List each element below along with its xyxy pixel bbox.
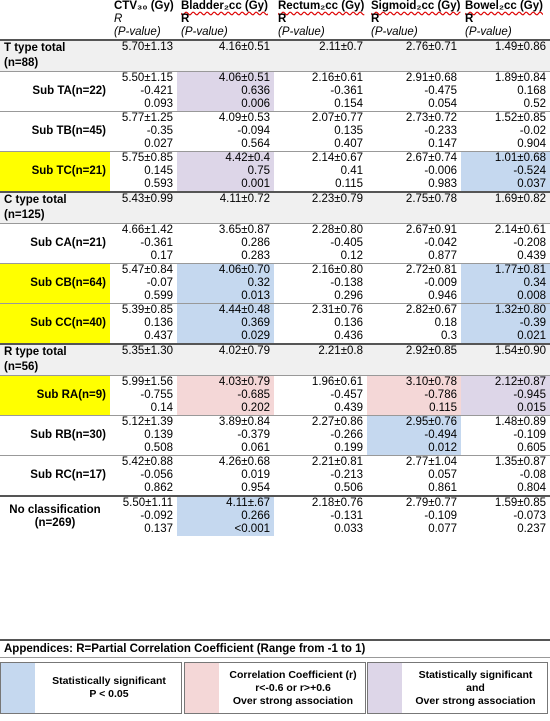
value-cell: 0.508: [144, 442, 173, 454]
value-cell: 4.09±0.53: [177, 112, 274, 126]
value-cell: 0.904: [517, 138, 546, 150]
value-cell: 0.439: [517, 250, 546, 262]
value-cell: 4.42±0.4: [177, 152, 274, 166]
value-cell: 0.52: [523, 98, 546, 110]
value-cell: 0.006: [177, 98, 274, 112]
value-cell: 0.946: [428, 290, 457, 302]
value-cell: 0.266: [177, 510, 274, 523]
value-cell: -0.361: [330, 85, 363, 97]
value-cell: 0.506: [334, 482, 363, 494]
value-cell: 4.26±0.68: [177, 456, 274, 470]
legend-text: [221, 663, 365, 713]
value-cell: 2.73±0.72: [367, 112, 461, 126]
header-corner: [0, 13, 110, 26]
value-cell: 2.79±0.77: [367, 496, 461, 510]
value-cell: 5.39±0.85: [110, 304, 177, 318]
group-total-row: [0, 40, 550, 56]
appendix-note: Appendices: R=Partial Correlation Coefficient (Range from -1 to 1): [0, 639, 550, 658]
header-corner: [0, 26, 110, 40]
legend-item: [367, 662, 548, 714]
value-cell: -0.755: [140, 389, 173, 401]
value-cell: 0.34: [461, 277, 550, 290]
value-cell: 0.093: [144, 98, 173, 110]
value-cell: 2.21±0.81: [274, 456, 367, 470]
value-cell: 0.3: [441, 330, 457, 342]
header-p-label: (P-value): [278, 26, 325, 38]
header-r-label: R: [371, 13, 380, 25]
value-cell: -0.02: [519, 125, 546, 137]
spacer-cell: [461, 208, 550, 223]
value-cell: 1.48±0.89: [461, 416, 550, 430]
value-cell: -0.006: [424, 165, 457, 177]
value-cell: 2.77±1.04: [367, 456, 461, 470]
header-r-row: [0, 13, 550, 26]
value-cell: <0.001: [177, 523, 274, 536]
legend-line: Over strong association: [415, 694, 536, 707]
mean-value: 2.21±0.8: [274, 344, 367, 360]
group-total-row: [0, 192, 550, 208]
value-cell: 4.06±0.70: [177, 264, 274, 278]
value-cell: 0.001: [177, 178, 274, 192]
value-cell: 5.50±1.15: [110, 72, 177, 86]
spacer-cell: [177, 56, 274, 71]
header-p-label: (P-value): [465, 26, 512, 38]
value-cell: 0.012: [367, 442, 461, 456]
header-p-row: [0, 26, 550, 40]
value-cell: -0.073: [513, 510, 546, 522]
value-cell: 0.019: [241, 469, 270, 481]
sub-mean-row: [0, 304, 550, 318]
value-cell: 0.139: [144, 429, 173, 441]
column-title: Bladder₂cc (Gy): [181, 0, 268, 12]
value-cell: -0.685: [177, 389, 274, 402]
subgroup-label: No classification (n=269): [0, 496, 110, 536]
value-cell: -0.009: [424, 277, 457, 289]
group-label: R type total (n=56): [0, 344, 110, 376]
header-p-label: (P-value): [181, 26, 228, 38]
legend-line: r<-0.6 or r>+0.6: [255, 681, 331, 694]
mean-value: 4.16±0.51: [177, 40, 274, 56]
value-cell: -0.524: [461, 165, 550, 178]
value-cell: 1.59±0.85: [461, 496, 550, 510]
value-cell: -0.208: [513, 237, 546, 249]
no-class-mean-row: [0, 496, 550, 510]
value-cell: 0.168: [517, 85, 546, 97]
subgroup-label: Sub CC(n=40): [0, 304, 110, 345]
value-cell: -0.361: [140, 237, 173, 249]
legend-text: [37, 663, 181, 713]
legend-line: Over strong association: [232, 694, 354, 707]
value-cell: 0.033: [334, 523, 363, 535]
value-cell: 5.42±0.88: [110, 456, 177, 470]
value-cell: 0.154: [334, 98, 363, 110]
value-cell: 3.89±0.84: [177, 416, 274, 430]
subgroup-label: Sub CA(n=21): [0, 224, 110, 264]
column-title: Sigmoid₂cc (Gy): [371, 0, 461, 12]
subgroup-label: Sub RC(n=17): [0, 456, 110, 497]
value-cell: 0.115: [367, 402, 461, 416]
value-cell: 0.021: [461, 330, 550, 344]
value-cell: 2.28±0.80: [274, 224, 367, 238]
spacer-cell: [367, 360, 461, 375]
value-cell: -0.07: [146, 277, 173, 289]
value-cell: 0.147: [428, 138, 457, 150]
column-title: Rectum₂cc (Gy): [278, 0, 365, 12]
header-ctv: [110, 0, 177, 13]
spacer-cell: [177, 208, 274, 223]
spacer-cell: [367, 208, 461, 223]
spacer-cell: [177, 360, 274, 375]
value-cell: 0.237: [517, 523, 546, 535]
header-r-label: R: [465, 13, 474, 25]
value-cell: 2.16±0.61: [274, 72, 367, 86]
value-cell: 0.202: [177, 402, 274, 416]
value-cell: 2.95±0.76: [367, 416, 461, 430]
value-cell: 0.283: [241, 250, 270, 262]
value-cell: 0.14: [150, 402, 173, 414]
value-cell: -0.08: [519, 469, 546, 481]
subgroup-label: Sub TB(n=45): [0, 112, 110, 152]
value-cell: 4.03±0.79: [177, 376, 274, 390]
value-cell: 0.077: [428, 523, 457, 535]
sub-mean-row: [0, 224, 550, 238]
value-cell: -0.945: [461, 389, 550, 402]
legend-line: P < 0.05: [89, 688, 129, 700]
value-cell: -0.109: [513, 429, 546, 441]
spacer-cell: [274, 56, 367, 71]
value-cell: -0.094: [237, 125, 270, 137]
value-cell: -0.405: [330, 237, 363, 249]
value-cell: 0.286: [241, 237, 270, 249]
value-cell: 0.41: [340, 165, 363, 177]
value-cell: 0.877: [428, 250, 457, 262]
mean-value: 2.11±0.7: [274, 40, 367, 56]
spacer-cell: [367, 56, 461, 71]
value-cell: 1.77±0.81: [461, 264, 550, 278]
subgroup-label: Sub TA(n=22): [0, 72, 110, 112]
value-cell: 0.137: [144, 523, 173, 535]
legend-line: Statistically significant: [418, 668, 533, 681]
value-cell: 2.91±0.68: [367, 72, 461, 86]
value-cell: 5.50±1.11: [110, 496, 177, 510]
value-cell: 1.89±0.84: [461, 72, 550, 86]
value-cell: 0.17: [150, 250, 173, 262]
value-cell: 1.96±0.61: [274, 376, 367, 390]
mean-value: 2.76±0.71: [367, 40, 461, 56]
spacer-cell: [110, 56, 177, 71]
mean-value: 4.11±0.72: [177, 192, 274, 208]
value-cell: 2.16±0.80: [274, 264, 367, 278]
header-r-label: R: [114, 13, 123, 25]
column-title: CTV₃₀ (Gy): [114, 0, 174, 12]
sub-mean-row: [0, 376, 550, 390]
value-cell: 0.436: [334, 330, 363, 342]
mean-value: 5.70±1.13: [110, 40, 177, 56]
mean-value: 2.23±0.79: [274, 192, 367, 208]
value-cell: 0.054: [428, 98, 457, 110]
value-cell: 1.01±0.68: [461, 152, 550, 166]
value-cell: 3.10±0.78: [367, 376, 461, 390]
value-cell: 0.861: [428, 482, 457, 494]
value-cell: 0.564: [241, 138, 270, 150]
value-cell: 1.52±0.85: [461, 112, 550, 126]
value-cell: 5.75±0.85: [110, 152, 177, 166]
header-p-label: (P-value): [114, 26, 161, 38]
legend-swatch: [185, 663, 219, 713]
value-cell: 0.32: [177, 277, 274, 290]
mean-value: 4.02±0.79: [177, 344, 274, 360]
value-cell: 2.27±0.86: [274, 416, 367, 430]
value-cell: 0.983: [428, 178, 457, 190]
value-cell: 0.115: [335, 178, 363, 190]
header-bladder: [177, 0, 274, 13]
value-cell: 5.12±1.39: [110, 416, 177, 430]
value-cell: -0.213: [330, 469, 363, 481]
header-rectum: [274, 0, 367, 13]
group-total-row: [0, 344, 550, 360]
value-cell: 4.11±.67: [177, 496, 274, 510]
value-cell: 2.82±0.67: [367, 304, 461, 318]
header-r-label: R: [181, 13, 190, 25]
value-cell: 0.439: [334, 402, 363, 414]
value-cell: 0.145: [144, 165, 173, 177]
value-cell: 1.35±0.87: [461, 456, 550, 470]
value-cell: -0.138: [330, 277, 363, 289]
value-cell: 0.954: [241, 482, 270, 494]
value-cell: 2.67±0.91: [367, 224, 461, 238]
header-row: [0, 0, 550, 13]
value-cell: 0.008: [461, 290, 550, 304]
value-cell: -0.266: [330, 429, 363, 441]
subgroup-label: Sub RA(n=9): [0, 376, 110, 416]
value-cell: 0.057: [428, 469, 457, 481]
sub-mean-row: [0, 264, 550, 278]
value-cell: -0.457: [330, 389, 363, 401]
spacer-cell: [110, 360, 177, 375]
value-cell: 2.67±0.74: [367, 152, 461, 166]
value-cell: 0.605: [517, 442, 546, 454]
legend-swatch: [368, 663, 402, 713]
mean-value: 1.49±0.86: [461, 40, 550, 56]
value-cell: 0.12: [340, 250, 363, 262]
value-cell: 2.14±0.67: [274, 152, 367, 166]
value-cell: -0.233: [424, 125, 457, 137]
mean-value: 1.54±0.90: [461, 344, 550, 360]
value-cell: 0.75: [177, 165, 274, 178]
value-cell: 0.037: [461, 178, 550, 192]
value-cell: 4.44±0.48: [177, 304, 274, 318]
mean-value: 2.75±0.78: [367, 192, 461, 208]
header-r-label: R: [278, 13, 287, 25]
value-cell: 0.061: [241, 442, 270, 454]
sub-mean-row: [0, 112, 550, 126]
header-bowel: [461, 0, 550, 13]
value-cell: 0.027: [144, 138, 173, 150]
value-cell: -0.475: [424, 85, 457, 97]
spacer-cell: [461, 56, 550, 71]
value-cell: 0.369: [177, 317, 274, 330]
value-cell: 0.862: [144, 482, 173, 494]
value-cell: 5.77±1.25: [110, 112, 177, 126]
value-cell: 4.06±0.51: [177, 72, 274, 86]
value-cell: 2.18±0.76: [274, 496, 367, 510]
value-cell: 0.18: [434, 317, 457, 329]
legend-line: and: [466, 681, 485, 694]
legend-line: Correlation Coefficient (r): [229, 668, 357, 681]
value-cell: -0.379: [237, 429, 270, 441]
spacer-cell: [274, 360, 367, 375]
value-cell: -0.109: [424, 510, 457, 522]
value-cell: -0.35: [146, 125, 173, 137]
value-cell: 4.66±1.42: [110, 224, 177, 238]
legend-line: Statistically significant: [52, 675, 166, 687]
sub-mean-row: [0, 72, 550, 86]
value-cell: 5.47±0.84: [110, 264, 177, 278]
header-p-label: (P-value): [371, 26, 418, 38]
column-title: Bowel₂cc (Gy): [465, 0, 543, 12]
value-cell: -0.042: [424, 237, 457, 249]
value-cell: 0.135: [334, 125, 363, 137]
value-cell: 0.636: [177, 85, 274, 98]
spacer-cell: [110, 208, 177, 223]
value-cell: -0.092: [140, 510, 173, 522]
value-cell: 0.029: [177, 330, 274, 344]
header-corner: [0, 0, 110, 13]
legend-item: [0, 662, 182, 714]
legend-swatch: [1, 663, 35, 713]
mean-value: 5.43±0.99: [110, 192, 177, 208]
value-cell: 2.31±0.76: [274, 304, 367, 318]
mean-value: 1.69±0.82: [461, 192, 550, 208]
value-cell: 0.804: [517, 482, 546, 494]
value-cell: -0.786: [367, 389, 461, 402]
value-cell: -0.39: [461, 317, 550, 330]
subgroup-label: Sub RB(n=30): [0, 416, 110, 456]
value-cell: 2.14±0.61: [461, 224, 550, 238]
value-cell: 0.593: [144, 178, 173, 190]
sub-mean-row: [0, 416, 550, 430]
value-cell: 0.296: [334, 290, 363, 302]
value-cell: 1.32±0.80: [461, 304, 550, 318]
value-cell: 0.136: [334, 317, 363, 329]
value-cell: 3.65±0.87: [177, 224, 274, 238]
value-cell: -0.056: [140, 469, 173, 481]
value-cell: 2.72±0.81: [367, 264, 461, 278]
value-cell: -0.421: [140, 85, 173, 97]
value-cell: -0.131: [330, 510, 363, 522]
value-cell: 0.013: [177, 290, 274, 304]
value-cell: -0.494: [367, 429, 461, 442]
value-cell: 0.199: [334, 442, 363, 454]
legend-item: [184, 662, 366, 714]
value-cell: 0.437: [144, 330, 173, 342]
header-sigmoid: [367, 0, 461, 13]
spacer-cell: [274, 208, 367, 223]
mean-value: 2.92±0.85: [367, 344, 461, 360]
value-cell: 2.07±0.77: [274, 112, 367, 126]
value-cell: 5.99±1.56: [110, 376, 177, 390]
subgroup-label: Sub TC(n=21): [0, 152, 110, 193]
sub-mean-row: [0, 456, 550, 470]
mean-value: 5.35±1.30: [110, 344, 177, 360]
group-label: C type total (n=125): [0, 192, 110, 224]
value-cell: 0.015: [461, 402, 550, 416]
value-cell: 0.136: [144, 317, 173, 329]
value-cell: 0.599: [144, 290, 173, 302]
group-label: T type total (n=88): [0, 40, 110, 72]
value-cell: 2.12±0.87: [461, 376, 550, 390]
legend-text: [404, 663, 547, 713]
sub-mean-row: [0, 152, 550, 166]
spacer-cell: [461, 360, 550, 375]
subgroup-label: Sub CB(n=64): [0, 264, 110, 304]
value-cell: 0.407: [334, 138, 363, 150]
